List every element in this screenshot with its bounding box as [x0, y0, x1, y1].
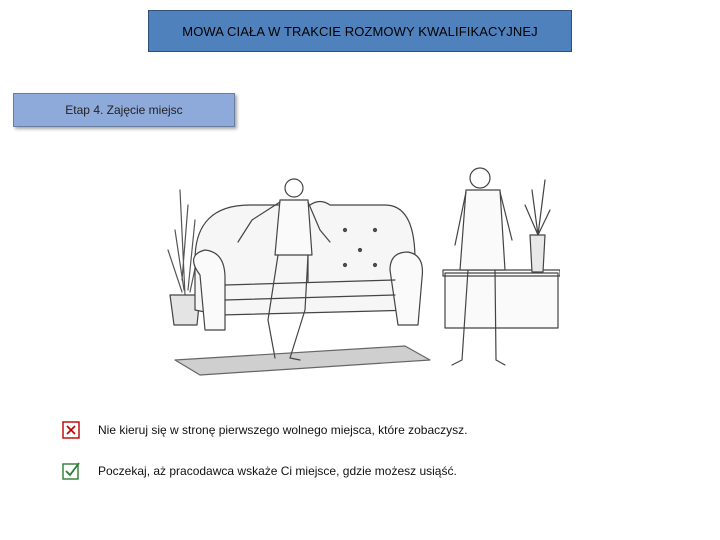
slide-title-text: MOWA CIAŁA W TRAKCIE ROZMOWY KWALIFIKACYJNEJ — [182, 23, 538, 39]
check-box-icon — [62, 462, 80, 480]
stage-label-text: Etap 4. Zajęcie miejsc — [65, 103, 183, 117]
slide-title — [148, 10, 572, 52]
tip-do-text: Poczekaj, aż pracodawca wskaże Ci miejsce, gdzie możesz usiąść. — [98, 464, 457, 478]
interview-illustration — [160, 160, 560, 380]
tip-dont-text: Nie kieruj się w stronę pierwszego wolnego miejsca, które zobaczysz. — [98, 423, 468, 437]
stage-label — [13, 93, 235, 127]
tip-do — [62, 462, 457, 480]
tip-dont — [62, 421, 468, 439]
cross-box-icon — [62, 421, 80, 439]
